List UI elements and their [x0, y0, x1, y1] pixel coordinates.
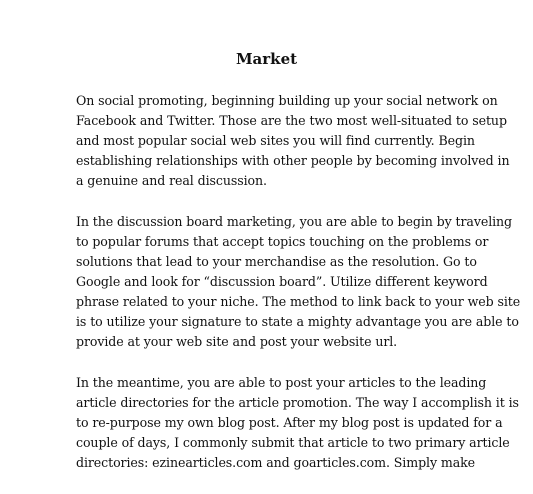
text-line: article directories for the article promotion. The way I accomplish it is	[76, 395, 519, 410]
paragraph-1	[76, 91, 510, 191]
text-line: solutions that lead to your merchandise as the resolution. Go to	[76, 254, 477, 269]
text-line: to popular forums that accept topics touching on the problems or	[76, 234, 489, 249]
paragraph-2	[76, 212, 521, 352]
text-line: to re-purpose my own blog post. After my blog post is updated for a	[76, 415, 503, 430]
paragraph-3	[76, 373, 519, 473]
text-line: phrase related to your niche. The method to link back to your web site	[76, 294, 521, 309]
text-line: establishing relationships with other people by becoming involved in	[76, 153, 510, 168]
text-line: On social promoting, beginning building up your social network on	[76, 93, 498, 108]
text-line: Google and look for “discussion board”. Utilize different keyword	[76, 274, 488, 289]
text-line: is to utilize your signature to state a mighty advantage you are able to	[76, 314, 519, 329]
text-line: In the meantime, you are able to post your articles to the leading	[76, 375, 487, 390]
text-line: In the discussion board marketing, you are able to begin by traveling	[76, 214, 513, 229]
article-body	[76, 91, 521, 494]
text-line: couple of days, I commonly submit that article to two primary article	[76, 435, 510, 450]
text-line: Facebook and Twitter. Those are the two most well-situated to setup	[76, 113, 507, 128]
text-line: and most popular social web sites you will find currently. Begin	[76, 133, 475, 148]
text-line: directories: ezinearticles.com and goarticles.com. Simply make	[76, 455, 476, 470]
text-line: provide at your web site and post your website url.	[76, 334, 398, 349]
page-title: Market	[235, 50, 298, 68]
text-line: a genuine and real discussion.	[76, 173, 267, 188]
